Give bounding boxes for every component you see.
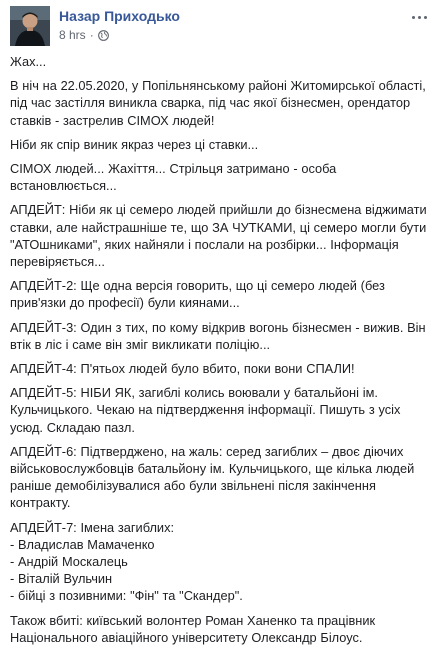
more-options-icon[interactable] <box>408 10 430 24</box>
paragraph-update-5: АПДЕЙТ-5: НІБИ ЯК, загиблі колись воювали у батальйоні ім. Кульчицького. Чекаю на підтвердження інформації. Пишуть з усіх усюд. Складаю пазл. <box>10 385 401 435</box>
author-avatar[interactable] <box>10 6 50 46</box>
paragraph-incident: В ніч на 22.05.2020, у Попільнянському районі Житомирської області, під час застілля виникла сварка, під час якої бізнесмен, орендатор ставків - застрелив СІМОХ людей! <box>10 78 426 128</box>
paragraph-update-4: АПДЕЙТ-4: П'ятьох людей було вбито, поки вони СПАЛИ! <box>10 361 355 377</box>
meta-separator: · <box>89 28 94 42</box>
author-name[interactable]: Назар Приходько <box>59 8 180 24</box>
victim-name: - Владислав Мамаченко <box>10 536 155 552</box>
post-body <box>10 53 430 653</box>
avatar-image <box>10 6 50 46</box>
menu-dot <box>418 16 421 19</box>
victim-name: - Віталій Вульчин <box>10 571 113 587</box>
globe-icon-graphic <box>98 30 109 41</box>
paragraph-closing: Також вбиті: київський волонтер Роман Ханенко та працівник Національного авіаційного університету Олександр Білоус. <box>10 612 376 645</box>
globe-icon[interactable] <box>98 30 109 41</box>
paragraph-update-1: АПДЕЙТ: Ніби як ці семеро людей прийшли до бізнесмена віджимати ставки, але найстрашніше те, що ЗА ЧУТКАМИ, ці семеро могли бути "АТОшниками", яких найняли і послали на розбірки... Інформація перевіряється... <box>10 202 427 270</box>
paragraph-reason: Ніби як спір виник якраз через ці ставки... <box>10 136 259 152</box>
paragraph-intro: Жах... <box>10 54 47 69</box>
post-timestamp[interactable]: 8 hrs <box>59 28 86 42</box>
victim-callsigns: - бійці з позивними: "Фін" та "Скандер". <box>10 588 243 604</box>
post-meta <box>59 6 180 42</box>
menu-dot <box>412 16 415 19</box>
paragraph-suspect: СІМОХ людей... Жахіття... Стрільця затримано - особа встановлюється... <box>10 161 337 194</box>
victim-name: - Андрій Москалець <box>10 554 128 570</box>
paragraph-update-6: АПДЕЙТ-6: Підтверджено, на жаль: серед загиблих – двоє діючих військовослужбовців батальйону ім. Кульчицького, ще кілька людей раніше демобілізувалися або були звільнені після закінчення контракту. <box>10 443 415 511</box>
paragraph-update-7: АПДЕЙТ-7: Імена загиблих: <box>10 519 175 535</box>
post-header <box>10 6 430 46</box>
post-subline <box>59 28 180 42</box>
paragraph-update-3: АПДЕЙТ-3: Один з тих, по кому відкрив вогонь бізнесмен - вижив. Він втік в ліс і саме він зміг викликати поліцію... <box>10 319 426 352</box>
menu-dot <box>424 16 427 19</box>
paragraph-update-2: АПДЕЙТ-2: Ще одна версія говорить, що ці семеро людей (без прив'язки до професії) були киянами... <box>10 278 385 311</box>
